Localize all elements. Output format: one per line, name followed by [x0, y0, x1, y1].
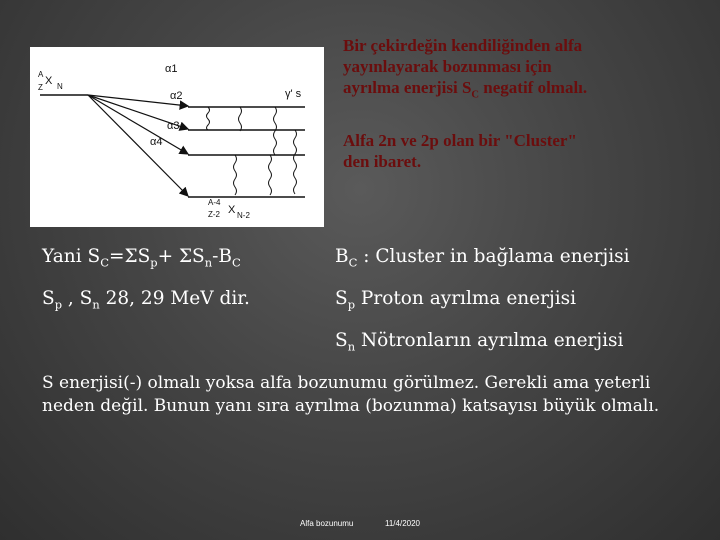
- parent-atomic-number: Z: [38, 83, 43, 92]
- decay-condition-line-3-pre: ayrılma enerjisi S: [343, 78, 472, 97]
- definition-bc-sub: C: [348, 255, 358, 270]
- separation-values: [42, 288, 250, 312]
- definition-bc: [335, 246, 630, 270]
- definition-sn-text: Nötronların ayrılma enerjisi: [355, 330, 624, 351]
- decay-scheme-diagram: [30, 47, 324, 227]
- gamma-line-2: [239, 107, 242, 131]
- definition-bc-text: : Cluster in bağlama enerjisi: [357, 246, 630, 267]
- separation-sub-n: n: [92, 297, 100, 312]
- separation-energy-formula: [42, 246, 241, 270]
- daughter-mass-number: A-4: [208, 198, 221, 207]
- definition-sp-letter: S: [335, 288, 348, 309]
- gamma-label: γ' s: [285, 88, 302, 100]
- definition-sn-letter: S: [335, 330, 348, 351]
- formula-sub-p: p: [150, 255, 158, 270]
- conclusion-paragraph: S enerjisi(-) olmalı yoksa alfa bozunumu görülmez. Gerekli ama yeterli neden değil. Bunun yanı sıra ayrılma (bozunma) katsayısı büyük olmalı.: [42, 373, 660, 416]
- footer-title: Alfa bozunumu: [300, 519, 354, 528]
- gamma-line-5: [269, 155, 272, 195]
- definition-sn: [335, 330, 623, 354]
- daughter-neutron-number: N-2: [237, 211, 250, 220]
- cluster-line-2: den ibaret.: [343, 152, 422, 171]
- separation-sep: , S: [62, 288, 93, 309]
- gamma-line-4: [234, 155, 237, 195]
- definition-sp-text: Proton ayrılma enerjisi: [355, 288, 577, 309]
- definition-sn-sub: n: [347, 339, 356, 354]
- daughter-atomic-number: Z-2: [208, 210, 220, 219]
- formula-sub-n: n: [204, 255, 213, 270]
- decay-condition-line-1: Bir çekirdeğin kendiliğinden alfa: [343, 36, 583, 55]
- alpha4-label: α4: [150, 136, 163, 148]
- decay-condition-text: [343, 35, 703, 105]
- formula-sum-sp: =ΣS: [108, 246, 151, 267]
- gamma-line-3: [274, 107, 277, 155]
- formula-prefix: Yani S: [42, 246, 101, 267]
- decay-scheme-svg: [30, 47, 324, 227]
- separation-sub-p: p: [54, 297, 63, 312]
- definition-bc-letter: B: [335, 246, 349, 267]
- cluster-text: [343, 130, 703, 172]
- decay-condition-line-2: yayınlayarak bozunması için: [343, 57, 552, 76]
- definition-sp: [335, 288, 576, 312]
- alpha2-label: α2: [170, 90, 183, 102]
- parent-symbol: X: [45, 75, 53, 87]
- formula-minus-b: -B: [212, 246, 232, 267]
- alpha3-label: α3: [167, 120, 180, 132]
- gamma-line-1: [207, 107, 210, 130]
- daughter-symbol: X: [228, 204, 236, 216]
- definition-sp-sub: p: [347, 297, 356, 312]
- cluster-line-1: Alfa 2n ve 2p olan bir "Cluster": [343, 131, 577, 150]
- formula-sum-sn: + ΣS: [157, 246, 205, 267]
- separation-s: S: [42, 288, 55, 309]
- decay-condition-line-3-post: negatif olmalı.: [479, 78, 588, 97]
- alpha1-label: α1: [165, 63, 178, 75]
- separation-rest: 28, 29 MeV dir.: [99, 288, 250, 309]
- footer-date: 11/4/2020: [385, 519, 420, 528]
- decay-condition-line-3: [343, 77, 703, 105]
- gamma-line-6: [294, 130, 297, 194]
- parent-mass-number: A: [38, 70, 44, 79]
- parent-neutron-number: N: [57, 82, 63, 91]
- formula-sub-c: C: [100, 255, 109, 270]
- formula-sub-c2: C: [231, 255, 241, 270]
- decay-condition-line-3-sub: C: [471, 89, 480, 101]
